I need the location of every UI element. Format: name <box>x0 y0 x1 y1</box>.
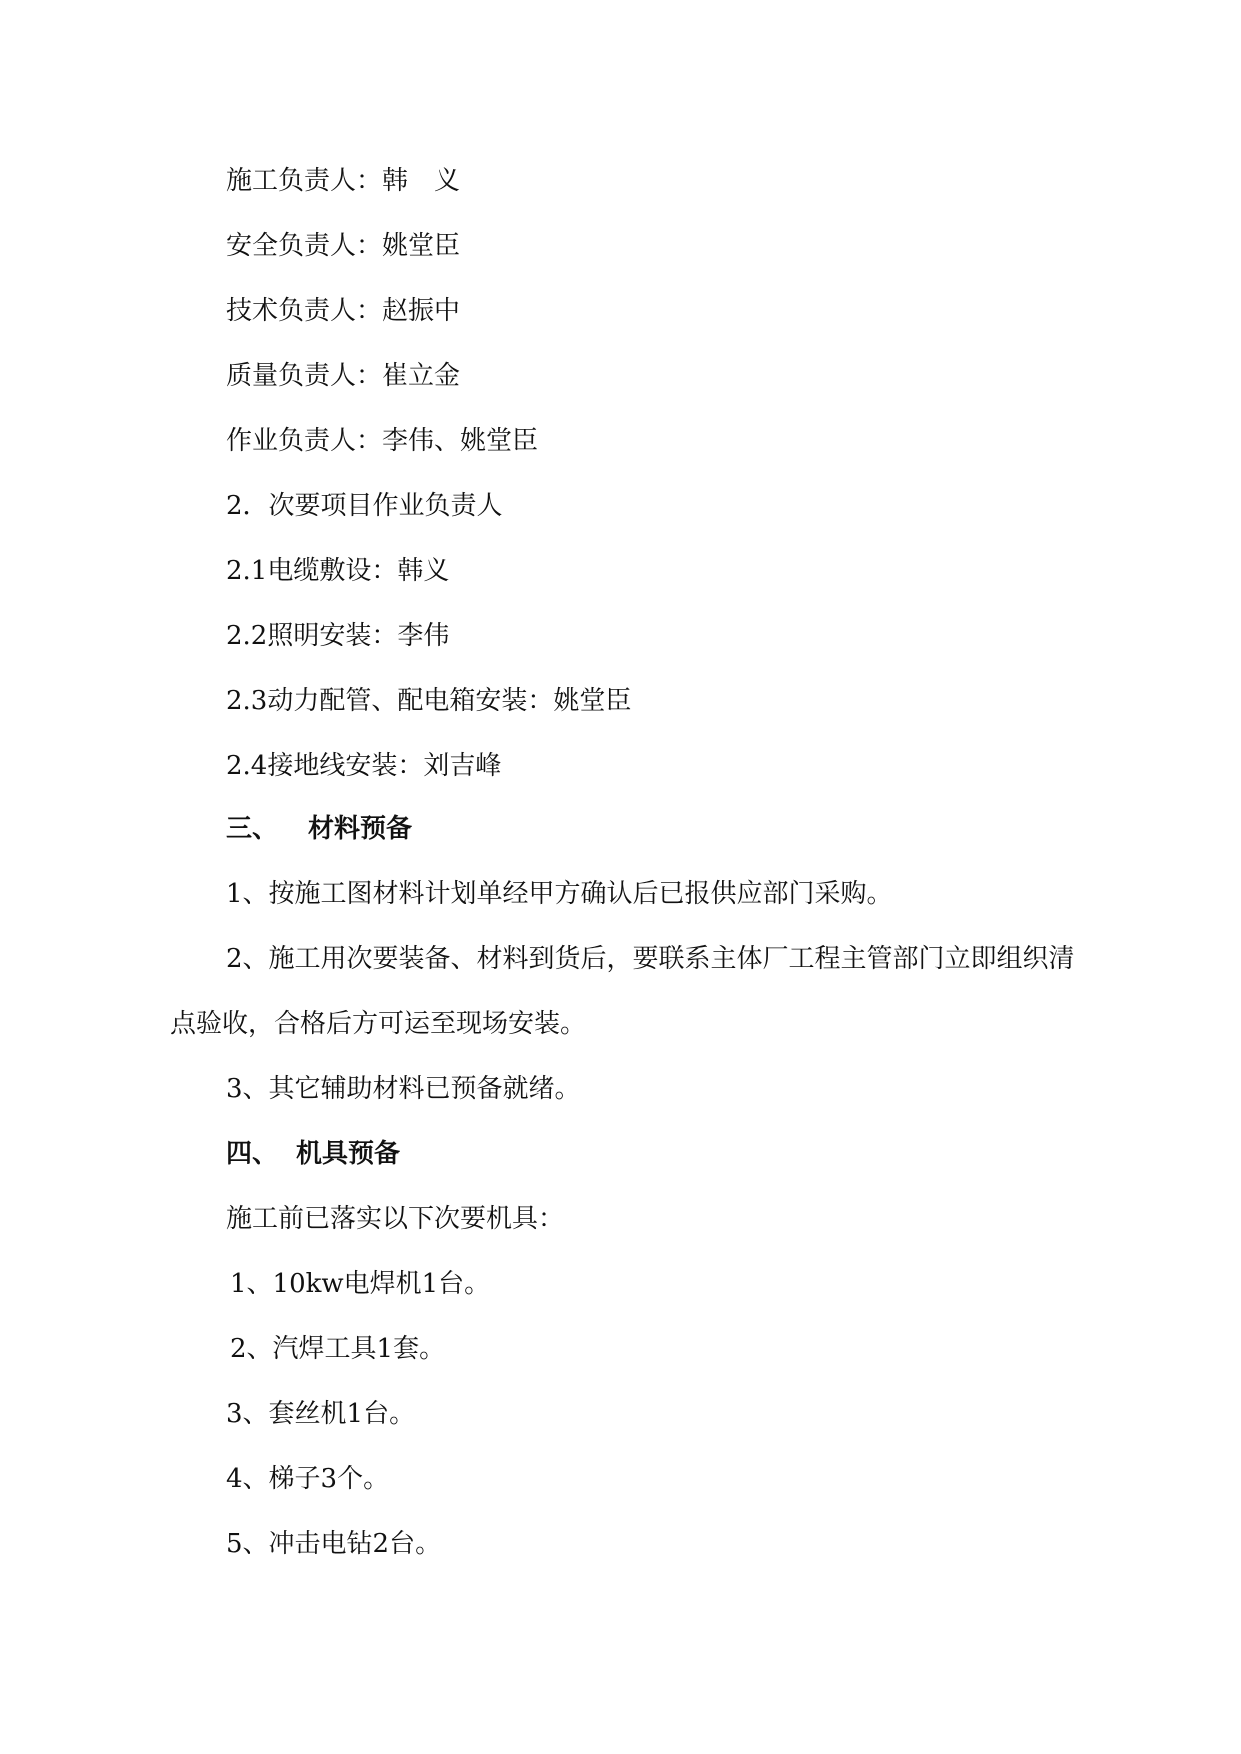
materials-heading-number: 三、 <box>226 814 279 844</box>
work-lead: 作业负责人：李伟、姚堂臣 <box>226 426 539 456</box>
technical-lead: 技术负责人：赵振中 <box>226 296 461 326</box>
materials-para-2-line-2: 点验收，合格后方可运至现场安装。 <box>170 1009 587 1039</box>
tool-item-ladder: 4、梯子3个。 <box>226 1464 390 1494</box>
tools-intro: 施工前已落实以下次要机具： <box>226 1204 565 1234</box>
tools-heading-title: 机具预备 <box>296 1139 401 1169</box>
tool-item-threader: 3、套丝机1台。 <box>226 1399 416 1429</box>
tool-item-welder: 1、10kw电焊机1台。 <box>230 1269 491 1299</box>
secondary-section-title: 2．次要项目作业负责人 <box>226 491 503 521</box>
secondary-item-grounding: 2.4接地线安装：刘吉峰 <box>226 751 502 781</box>
secondary-item-cable: 2.1电缆敷设：韩义 <box>226 556 450 586</box>
materials-para-3: 3、其它辅助材料已预备就绪。 <box>226 1074 581 1104</box>
construction-lead: 施工负责人：韩 义 <box>226 166 461 196</box>
tool-item-drill: 5、冲击电钻2台。 <box>226 1529 442 1559</box>
tools-heading-number: 四、 <box>226 1139 279 1169</box>
materials-para-1: 1、按施工图材料计划单经甲方确认后已报供应部门采购。 <box>226 879 893 909</box>
materials-para-2-line-1: 2、施工用次要装备、材料到货后，要联系主体厂工程主管部门立即组织清 <box>226 944 1075 974</box>
safety-lead: 安全负责人：姚堂臣 <box>226 231 461 261</box>
secondary-item-power: 2.3动力配管、配电箱安装：姚堂臣 <box>226 686 632 716</box>
materials-heading <box>226 812 412 846</box>
tools-heading <box>226 1137 400 1171</box>
secondary-item-lighting: 2.2照明安装：李伟 <box>226 621 450 651</box>
quality-lead: 质量负责人：崔立金 <box>226 361 461 391</box>
tool-item-gas-welding: 2、汽焊工具1套。 <box>230 1334 446 1364</box>
materials-heading-title: 材料预备 <box>308 814 413 844</box>
